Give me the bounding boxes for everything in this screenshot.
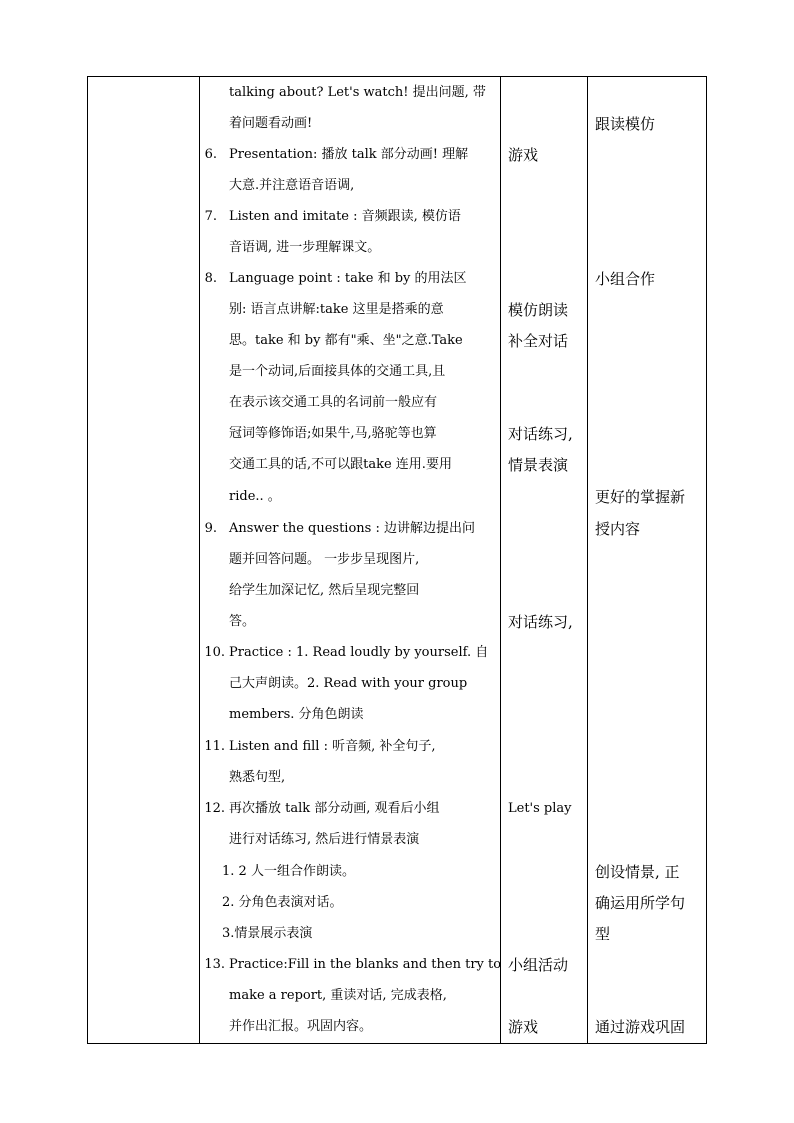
purpose-label: 型 xyxy=(595,925,611,943)
step-line: 题并回答问题。 一步步呈现图片, xyxy=(229,552,420,567)
table-col-border-5 xyxy=(706,76,707,1044)
table-col-border-3 xyxy=(500,76,501,1044)
activity-label: 游戏 xyxy=(508,1018,539,1036)
step-line: 交通工具的话,不可以跟take 连用.要用 xyxy=(229,457,452,472)
step-subline: 2. 分角色表演对话。 xyxy=(222,895,343,910)
purpose-label: 小组合作 xyxy=(595,270,656,288)
step-line: 再次播放 talk 部分动画, 观看后小组 xyxy=(229,801,440,816)
step-number: 8. xyxy=(204,271,217,286)
step-number: 9. xyxy=(204,521,217,536)
purpose-label: 授内容 xyxy=(595,520,641,538)
step-number: 7. xyxy=(204,209,217,224)
step-subline: 3.情景展示表演 xyxy=(222,926,313,941)
step-line: 冠词等修饰语;如果牛,马,骆驼等也算 xyxy=(229,426,437,441)
step-number: 10. xyxy=(204,645,225,660)
activity-label: 对话练习, xyxy=(508,613,573,631)
step-line: 是一个动词,后面接具体的交通工具,且 xyxy=(229,364,446,379)
activity-label: 游戏 xyxy=(508,146,539,164)
purpose-label: 创设情景, 正 xyxy=(595,863,680,881)
step-line: Language point : take 和 by 的用法区 xyxy=(229,271,467,286)
step-line: 在表示该交通工具的名词前一般应有 xyxy=(229,395,438,410)
step-line: 音语调, 进一步理解课文。 xyxy=(229,240,381,255)
table-col-border-1 xyxy=(87,76,88,1044)
activity-label: Let's play xyxy=(508,801,572,816)
activity-label: 模仿朗读 xyxy=(508,301,569,319)
step-line: 给学生加深记忆, 然后呈现完整回 xyxy=(229,583,420,598)
activity-label: 情景表演 xyxy=(508,456,569,474)
step-line: Presentation: 播放 talk 部分动画! 理解 xyxy=(229,147,469,162)
activity-label: 小组活动 xyxy=(508,956,569,974)
step-line: make a report, 重读对话, 完成表格, xyxy=(229,988,447,1003)
step-line: Listen and imitate : 音频跟读, 模仿语 xyxy=(229,209,461,224)
step-line: ride.. 。 xyxy=(229,489,281,504)
table-col-border-4 xyxy=(587,76,588,1044)
step-line: 熟悉句型, xyxy=(229,770,286,785)
table-bottom-border xyxy=(87,1043,707,1044)
purpose-label: 确运用所学句 xyxy=(595,894,686,912)
purpose-label: 跟读模仿 xyxy=(595,115,656,133)
step-line: Practice:Fill in the blanks and then try to xyxy=(229,957,502,972)
activity-label: 补全对话 xyxy=(508,332,569,350)
activity-label: 对话练习, xyxy=(508,425,573,443)
step-line: Listen and fill : 听音频, 补全句子, xyxy=(229,739,436,754)
step-line: 别: 语言点讲解:take 这里是搭乘的意 xyxy=(229,302,444,317)
step-line: 进行对话练习, 然后进行情景表演 xyxy=(229,832,420,847)
purpose-label: 通过游戏巩固 xyxy=(595,1018,686,1036)
purpose-label: 更好的掌握新 xyxy=(595,488,686,506)
step-line: talking about? Let's watch! 提出问题, 带 xyxy=(229,85,486,100)
table-top-border xyxy=(87,76,707,77)
step-subline: 1. 2 人一组合作朗读。 xyxy=(222,864,355,879)
step-number: 6. xyxy=(204,147,217,162)
step-line: 答。 xyxy=(229,614,256,629)
step-line: 大意.并注意语音语调, xyxy=(229,178,355,193)
step-line: Practice : 1. Read loudly by yourself. 自 xyxy=(229,645,489,660)
step-line: 思。take 和 by 都有"乘、坐"之意.Take xyxy=(229,333,463,348)
step-line: 着问题看动画! xyxy=(229,116,313,131)
step-line: 并作出汇报。巩固内容。 xyxy=(229,1019,373,1034)
step-number: 11. xyxy=(204,739,225,754)
step-number: 12. xyxy=(204,801,225,816)
step-line: members. 分角色朗读 xyxy=(229,707,364,722)
step-line: Answer the questions : 边讲解边提出问 xyxy=(229,521,475,536)
step-number: 13. xyxy=(204,957,225,972)
step-line: 己大声朗读。2. Read with your group xyxy=(229,676,468,691)
